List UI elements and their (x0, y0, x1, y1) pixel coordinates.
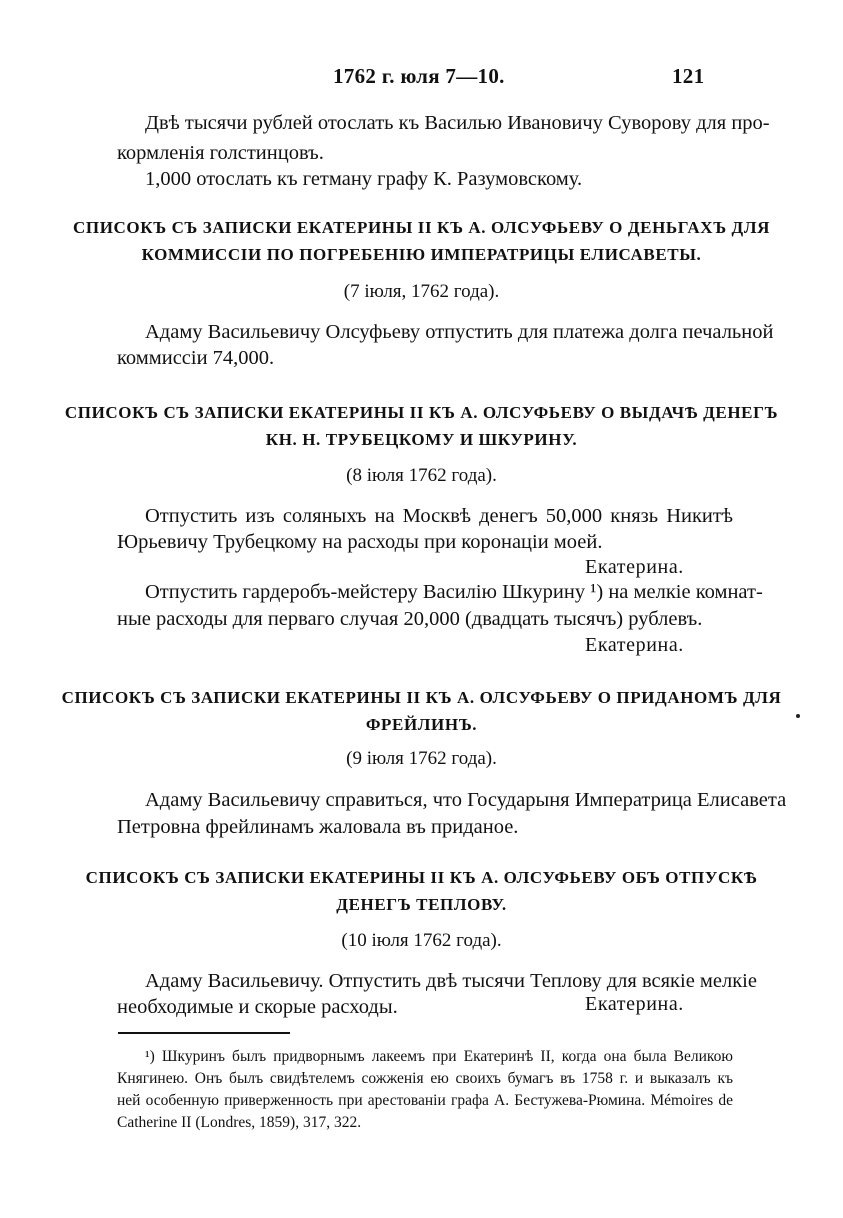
footnote-line-1: ¹) Шкуринъ былъ придворнымъ лакеемъ при Екатеринѣ II, когда она была Великою (145, 1048, 733, 1065)
section-4-title-line-1: СПИСОКЪ СЪ ЗАПИСКИ ЕКАТЕРИНЫ II КЪ А. ОЛСУФЬЕВУ ОБЪ ОТПУСКѢ (85, 868, 758, 887)
section-4-date: (10 іюля 1762 года). (341, 930, 502, 951)
intro-line-2: кормленія голстинцовъ. (117, 142, 324, 164)
section-1-title-line-1: СПИСОКЪ СЪ ЗАПИСКИ ЕКАТЕРИНЫ II КЪ А. ОЛСУФЬЕВУ О ДЕНЬГАХЪ ДЛЯ (73, 218, 770, 237)
section-1-line-2: коммиссіи 74,000. (117, 347, 275, 369)
scan-speck (796, 714, 800, 718)
section-2-line-1: Отпустить изъ соляныхъ на Москвѣ денегъ 50,000 князь Никитѣ (145, 505, 733, 527)
section-3-line-2: Петровна фрейлинамъ жаловала въ приданое. (117, 816, 519, 838)
intro-line-3: 1,000 отослать къ гетману графу К. Разумовскому. (145, 168, 583, 190)
section-3-line-1: Адаму Васильевичу справиться, что Государыня Императрица Елисавета (145, 789, 787, 811)
section-4-title-line-2: ДЕНЕГЪ ТЕПЛОВУ. (336, 895, 507, 914)
section-4-line-1: Адаму Васильевичу. Отпустить двѣ тысячи Теплову для всякіе мелкіе (145, 970, 757, 992)
section-1-line-1: Адаму Васильевичу Олсуфьеву отпустить для платежа долга печальной (145, 321, 774, 343)
section-3-title-line-2: ФРЕЙЛИНЪ. (365, 715, 478, 734)
section-2-line-4: ные расходы для перваго случая 20,000 (двадцать тысячъ) рублевъ. (117, 608, 703, 630)
section-4-signature: Екатерина. (585, 993, 684, 1015)
intro-line-1: Двѣ тысячи рублей отослать къ Василью Ивановичу Суворову для про- (145, 112, 770, 134)
section-2-line-2: Юрьевичу Трубецкому на расходы при коронаціи моей. (117, 531, 603, 553)
page-number: 121 (672, 64, 705, 88)
footnote-line-4: Catherine II (Londres, 1859), 317, 322. (117, 1114, 362, 1131)
section-3-date: (9 іюля 1762 года). (346, 748, 497, 769)
section-1-title-line-2: КОММИССІИ ПО ПОГРЕБЕНІЮ ИМПЕРАТРИЦЫ ЕЛИСАВЕТЫ. (141, 245, 702, 264)
footnote-line-2: Княгинею. Онъ былъ свидѣтелемъ сожженія ею своихъ бумагъ въ 1758 г. и выказалъ къ (117, 1070, 733, 1087)
section-2-line-3: Отпустить гардеробъ-мейстеру Василію Шкурину ¹) на мелкіе комнат- (145, 581, 763, 603)
section-2-signature-2: Екатерина. (585, 634, 684, 656)
section-2-date: (8 іюля 1762 года). (346, 465, 497, 486)
section-2-title-line-1: СПИСОКЪ СЪ ЗАПИСКИ ЕКАТЕРИНЫ II КЪ А. ОЛСУФЬЕВУ О ВЫДАЧѢ ДЕНЕГЪ (64, 403, 779, 422)
section-4-line-2: необходимые и скорые расходы. (117, 996, 398, 1018)
footnote-line-3: ней особенную приверженность при арестованіи графа А. Бестужева-Рюмина. Mémoires de (117, 1092, 733, 1109)
section-1-date: (7 іюля, 1762 года). (343, 281, 500, 302)
running-title: 1762 г. юля 7—10. (333, 64, 505, 88)
section-2-signature-1: Екатерина. (585, 556, 684, 578)
section-2-title-line-2: КН. Н. ТРУБЕЦКОМУ И ШКУРИНУ. (265, 430, 578, 449)
section-3-title-line-1: СПИСОКЪ СЪ ЗАПИСКИ ЕКАТЕРИНЫ II КЪ А. ОЛСУФЬЕВУ О ПРИДАНОМЪ ДЛЯ (61, 688, 782, 707)
footnote-divider (118, 1032, 290, 1034)
